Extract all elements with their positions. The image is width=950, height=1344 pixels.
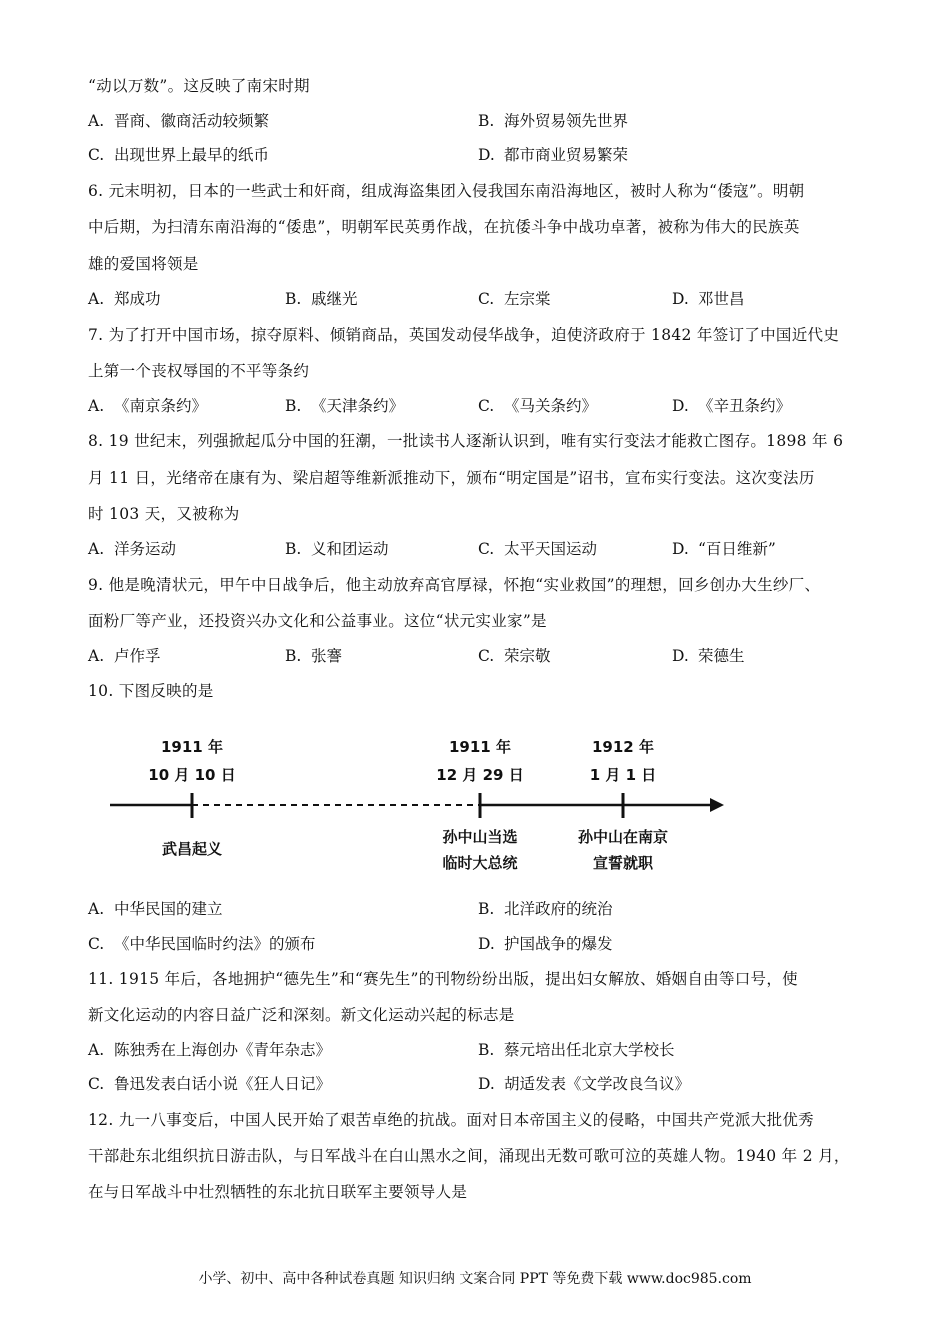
q10-option-c[interactable] bbox=[88, 933, 316, 955]
option-text: 陈独秀在上海创办《青年杂志》 bbox=[114, 1041, 332, 1059]
option-letter: D. bbox=[672, 397, 689, 415]
q6-option-a[interactable] bbox=[88, 288, 161, 310]
option-letter: D. bbox=[672, 290, 689, 308]
option-text: 荣德生 bbox=[698, 647, 745, 665]
q10-stem: 10. 下图反映的是 bbox=[88, 682, 214, 700]
option-letter: D. bbox=[478, 935, 495, 953]
q8-option-d[interactable] bbox=[672, 538, 776, 560]
q7-stem-line1: 7. 为了打开中国市场，掠夺原料、倾销商品，英国发动侵华战争，迫使济政府于 1842 年签订了中国近代史 bbox=[88, 326, 840, 344]
q9-option-b[interactable] bbox=[285, 645, 342, 667]
option-letter: A. bbox=[88, 397, 105, 415]
event2-label-line1: 孙中山当选 bbox=[442, 828, 518, 846]
option-letter: D. bbox=[478, 1075, 495, 1093]
option-text: “百日维新” bbox=[698, 540, 776, 558]
event3-label-line1: 孙中山在南京 bbox=[577, 828, 669, 846]
option-letter: A. bbox=[88, 900, 105, 918]
q8-stem-line2: 月 11 日，光绪帝在康有为、梁启超等维新派推动下，颁布“明定国是”诏书，宣布实行变法。这次变法历 bbox=[88, 469, 815, 487]
q12-stem-line2: 干部赴东北组织抗日游击队，与日军战斗在白山黑水之间，涌现出无数可歌可泣的英雄人物。1940 年 2 月， bbox=[88, 1147, 850, 1165]
option-letter: B. bbox=[285, 397, 302, 415]
q9-stem-line1: 9. 他是晚清状元，甲午中日战争后，他主动放弃高官厚禄，怀抱“实业救国”的理想，回乡创办大生纱厂、 bbox=[88, 576, 821, 594]
option-letter: D. bbox=[672, 540, 689, 558]
option-text: 《中华民国临时约法》的颁布 bbox=[114, 935, 316, 953]
q5-option-b[interactable] bbox=[478, 110, 628, 132]
option-letter: B. bbox=[285, 290, 302, 308]
event2-date: 12 月 29 日 bbox=[436, 766, 524, 784]
event3-date: 1 月 1 日 bbox=[589, 766, 657, 784]
arrow-head-icon bbox=[710, 798, 724, 812]
option-text: 胡适发表《文学改良刍议》 bbox=[504, 1075, 691, 1093]
option-text: 中华民国的建立 bbox=[114, 900, 223, 918]
option-text: 卢作孚 bbox=[114, 647, 161, 665]
option-letter: A. bbox=[88, 647, 105, 665]
event2-year: 1911 年 bbox=[449, 738, 511, 756]
option-letter: C. bbox=[478, 397, 495, 415]
q8-option-c[interactable] bbox=[478, 538, 597, 560]
q5-option-c[interactable] bbox=[88, 144, 269, 166]
q9-option-c[interactable] bbox=[478, 645, 551, 667]
option-text: 郑成功 bbox=[114, 290, 161, 308]
q11-stem-line2: 新文化运动的内容日益广泛和深刻。新文化运动兴起的标志是 bbox=[88, 1006, 515, 1024]
option-letter: C. bbox=[88, 146, 105, 164]
q7-option-d[interactable] bbox=[672, 395, 791, 417]
event3-label-line2: 宣誓就职 bbox=[592, 854, 654, 872]
option-letter: C. bbox=[88, 935, 105, 953]
q8-option-b[interactable] bbox=[285, 538, 389, 560]
q9-option-d[interactable] bbox=[672, 645, 745, 667]
q6-option-c[interactable] bbox=[478, 288, 551, 310]
q11-stem-line1: 11. 1915 年后，各地拥护“德先生”和“赛先生”的刊物纷纷出版，提出妇女解放、婚姻自由等口号，使 bbox=[88, 970, 798, 988]
option-letter: B. bbox=[478, 112, 495, 130]
option-letter: C. bbox=[478, 647, 495, 665]
q11-option-a[interactable] bbox=[88, 1039, 331, 1061]
q12-stem-line1: 12. 九一八事变后，中国人民开始了艰苦卓绝的抗战。面对日本帝国主义的侵略，中国共产党派大批优秀 bbox=[88, 1111, 814, 1129]
option-letter: B. bbox=[478, 900, 495, 918]
option-text: 出现世界上最早的纸币 bbox=[114, 146, 270, 164]
option-letter: D. bbox=[672, 647, 689, 665]
option-text: 护国战争的爆发 bbox=[504, 935, 613, 953]
event1-year: 1911 年 bbox=[161, 738, 223, 756]
option-text: 都市商业贸易繁荣 bbox=[504, 146, 629, 164]
option-letter: B. bbox=[478, 1041, 495, 1059]
option-text: 鲁迅发表白话小说《狂人日记》 bbox=[114, 1075, 332, 1093]
option-text: 《天津条约》 bbox=[311, 397, 405, 415]
option-text: 北洋政府的统治 bbox=[504, 900, 613, 918]
q7-stem-line2: 上第一个丧权辱国的不平等条约 bbox=[88, 362, 310, 380]
option-text: 义和团运动 bbox=[311, 540, 389, 558]
q10-option-a[interactable] bbox=[88, 898, 223, 920]
q11-option-c[interactable] bbox=[88, 1073, 331, 1095]
option-text: 《辛丑条约》 bbox=[698, 397, 792, 415]
q8-option-a[interactable] bbox=[88, 538, 176, 560]
option-text: 《南京条约》 bbox=[114, 397, 208, 415]
option-letter: A. bbox=[88, 112, 105, 130]
option-letter: A. bbox=[88, 290, 105, 308]
q12-stem-line3: 在与日军战斗中壮烈牺牲的东北抗日联军主要领导人是 bbox=[88, 1183, 468, 1201]
q6-option-d[interactable] bbox=[672, 288, 745, 310]
event2-label-line2: 临时大总统 bbox=[442, 854, 518, 872]
option-letter: A. bbox=[88, 1041, 105, 1059]
q10-option-b[interactable] bbox=[478, 898, 613, 920]
q11-option-b[interactable] bbox=[478, 1039, 675, 1061]
option-text: 荣宗敬 bbox=[504, 647, 551, 665]
option-letter: A. bbox=[88, 540, 105, 558]
q9-option-a[interactable] bbox=[88, 645, 161, 667]
q7-option-b[interactable] bbox=[285, 395, 404, 417]
option-text: 左宗棠 bbox=[504, 290, 551, 308]
q7-option-a[interactable] bbox=[88, 395, 207, 417]
q9-stem-line2: 面粉厂等产业，还投资兴办文化和公益事业。这位“状元实业家”是 bbox=[88, 612, 547, 630]
option-text: 洋务运动 bbox=[114, 540, 177, 558]
q5-stem-end: “动以万数”。这反映了南宋时期 bbox=[88, 77, 310, 95]
q7-option-c[interactable] bbox=[478, 395, 597, 417]
option-text: 张謇 bbox=[311, 647, 343, 665]
option-text: 海外贸易领先世界 bbox=[504, 112, 629, 130]
q10-option-d[interactable] bbox=[478, 933, 613, 955]
option-letter: D. bbox=[478, 146, 495, 164]
q5-option-a[interactable] bbox=[88, 110, 269, 132]
q6-stem-line2: 中后期，为扫清东南沿海的“倭患”，明朝军民英勇作战，在抗倭斗争中战功卓著，被称为伟大的民族英 bbox=[88, 218, 800, 236]
option-letter: C. bbox=[478, 540, 495, 558]
q8-stem-line3: 时 103 天，又被称为 bbox=[88, 505, 240, 523]
timeline-diagram bbox=[110, 730, 730, 880]
q8-stem-line1: 8. 19 世纪末，列强掀起瓜分中国的狂潮，一批读书人逐渐认识到，唯有实行变法才能救亡图存。1898 年 6 bbox=[88, 432, 844, 450]
event1-label: 武昌起义 bbox=[161, 840, 223, 858]
option-text: 戚继光 bbox=[311, 290, 358, 308]
q6-stem-line3: 雄的爱国将领是 bbox=[88, 255, 199, 273]
option-text: 蔡元培出任北京大学校长 bbox=[504, 1041, 675, 1059]
option-letter: C. bbox=[478, 290, 495, 308]
page-footer: 小学、初中、高中各种试卷真题 知识归纳 文案合同 PPT 等免费下载 www.doc985.com bbox=[198, 1271, 752, 1287]
option-letter: C. bbox=[88, 1075, 105, 1093]
option-text: 邓世昌 bbox=[698, 290, 745, 308]
option-text: 《马关条约》 bbox=[504, 397, 598, 415]
event3-year: 1912 年 bbox=[592, 738, 654, 756]
option-letter: B. bbox=[285, 647, 302, 665]
q5-option-d[interactable] bbox=[478, 144, 628, 166]
q6-stem-line1: 6. 元末明初，日本的一些武士和奸商，组成海盗集团入侵我国东南沿海地区，被时人称为“倭寇”。明朝 bbox=[88, 182, 805, 200]
option-text: 晋商、徽商活动较频繁 bbox=[114, 112, 270, 130]
q11-option-d[interactable] bbox=[478, 1073, 690, 1095]
option-letter: B. bbox=[285, 540, 302, 558]
event1-date: 10 月 10 日 bbox=[148, 766, 236, 784]
option-text: 太平天国运动 bbox=[504, 540, 598, 558]
q6-option-b[interactable] bbox=[285, 288, 358, 310]
